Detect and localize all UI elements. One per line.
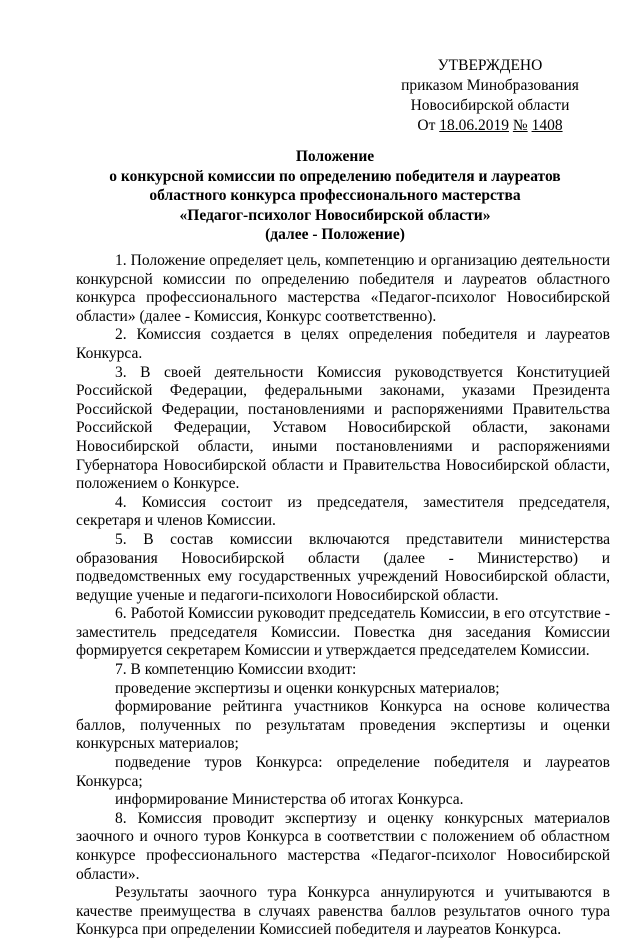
approval-from: От [417,117,436,134]
competence-item-4: информирование Министерства об итогах Конкурса. [115,791,464,809]
approval-date: 18.06.2019 [439,117,510,134]
approval-stamp [400,56,580,136]
title-line-4: «Педагог-психолог Новосибирской области» [179,206,491,224]
competence-item-3: подведение туров Конкурса: определение победителя и лауреатов Конкурса; [76,754,610,790]
paragraph-6: 6. Работой Комиссии руководит председатель Комиссии, в его отсутствие - заместитель председателя Комиссии. Повестка дня заседания Комиссии формируется секретарем Комиссии и утверждается председателем Комиссии. [76,605,610,660]
title-line-1: Положение [295,148,375,165]
document-body [76,252,610,940]
paragraph-3: 3. В своей деятельности Комиссия руководствуется Конституцией Российской Федерации, федеральными законами, указами Президента Российской Федерации, постановлениями и распоряжениями Правительства Российской Федерации, Уставом Новосибирской области, законами Новосибирской области, иными постановлениями и распоряжениями Губернатора Новосибирской области и Правительства Новосибирской области, положением о Конкурсе. [76,363,610,493]
competence-item-1: проведение экспертизы и оценки конкурсных материалов; [115,679,500,697]
paragraph-8: 8. Комиссия проводит экспертизу и оценку конкурсных материалов заочного и очного туров Конкурса в соответствии с положением об областном конкурсе профессионального мастерства «Педагог-психолог Новосибирской области». [76,809,610,883]
title-line-5: (далее - Положение) [265,226,405,243]
paragraph-1: 1. Положение определяет цель, компетенцию и организацию деятельности конкурсной комиссии по определению победителя и лауреатов областного конкурса профессионального мастерства «Педагог-психолог Новосибирской области» (далее - Комиссия, Конкурс соответственно). [76,252,610,325]
approval-number-sign: № [512,117,528,134]
title-line-2: о конкурсной комиссии по определению победителя и лауреатов [109,167,561,185]
approval-date-line [400,116,580,136]
document-title [60,147,610,245]
paragraph-2: 2. Комиссия создается в целях определения победителя и лауреатов Конкурса. [76,326,610,362]
approval-order-line: приказом Минобразования [401,77,579,94]
paragraph-7: 7. В компетенцию Комиссии входит: [115,661,357,679]
paragraph-results: Результаты заочного тура Конкурса аннулируются и учитываются в качестве преимущества в случаях равенства баллов результатов очного тура Конкурса при определении Комиссией победителя и лауреатов Конкурса. [76,884,610,939]
paragraph-5: 5. В состав комиссии включаются представители министерства образования Новосибирской области (далее - Министерство) и подведомственных ему государственных учреждений Новосибирской области, ведущие ученые и педагоги-психологи Новосибирской области. [76,530,610,604]
competence-item-2: формирование рейтинга участников Конкурса на основе количества баллов, полученных по результатам проведения экспертизы и оценки конкурсных материалов; [76,698,610,753]
approval-number: 1408 [531,117,563,134]
paragraph-4: 4. Комиссия состоит из председателя, заместителя председателя, секретаря и членов Комиссии. [76,493,610,530]
title-line-3: областного конкурса профессионального мастерства [149,187,521,204]
approval-region-line: Новосибирской области [410,97,570,114]
approval-heading: УТВЕРЖДЕНО [437,57,543,74]
